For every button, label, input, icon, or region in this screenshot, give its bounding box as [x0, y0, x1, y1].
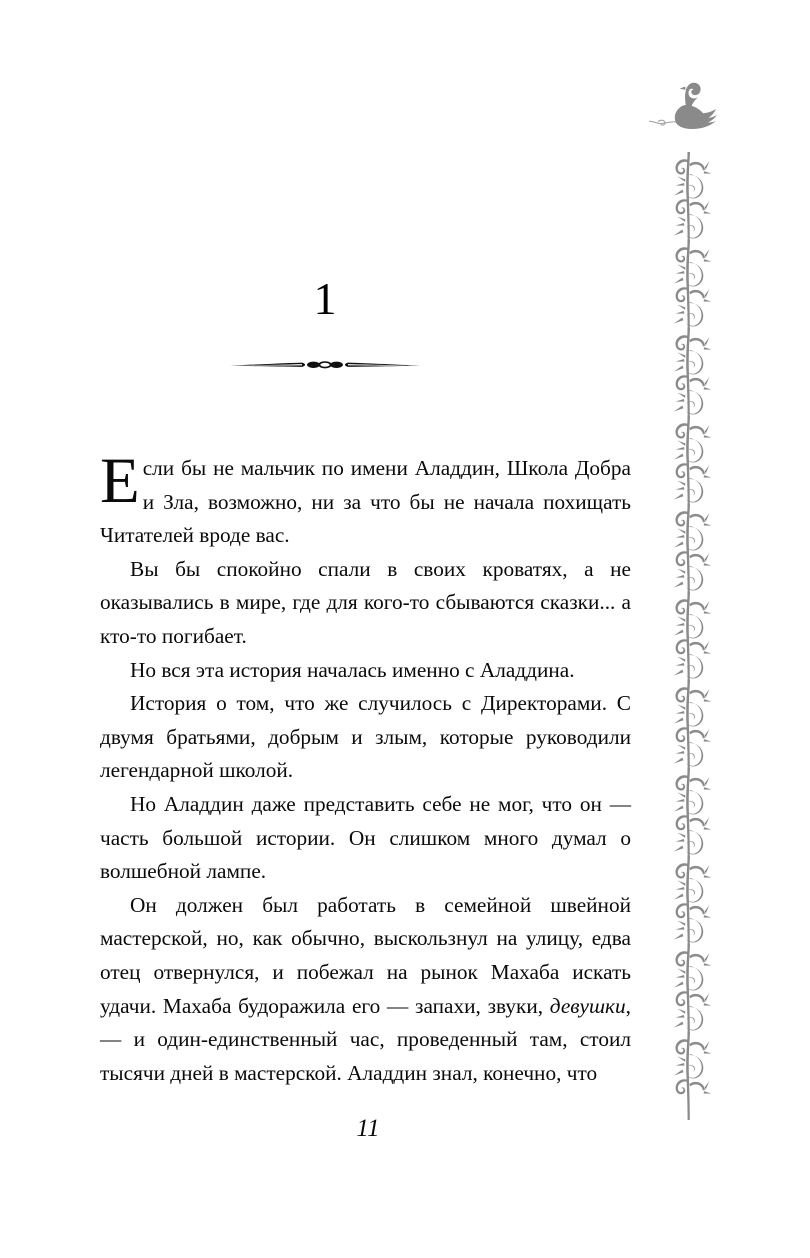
- paragraph: Но вся эта история началась именно с Аладдина.: [130, 657, 575, 682]
- paragraph: Если бы не мальчик по имени Аладдин, Школа Добра и Зла, возможно, ни за что бы не начала похищать Читателей вроде вас.: [100, 445, 631, 548]
- paragraph: Вы бы спокойно спали в своих кроватях, а не оказывались в мире, где для кого-то сбываются сказки... а кто-то погибает.: [100, 556, 631, 648]
- emphasized-word: девушки: [549, 993, 626, 1018]
- paragraph-text-after-emphasis: , — и один-единственный час, проведенный там, стоил тысячи дней в мастерской. Аладдин знал, конечно, что: [100, 993, 631, 1085]
- thorn-vine-icon: [660, 152, 716, 1120]
- paragraph: История о том, что же случилось с Директорами. С двумя братьями, добрым и злым, которые руководили легендарной школой.: [100, 691, 631, 783]
- swan-icon: [646, 76, 732, 134]
- page-number: 11: [356, 1115, 380, 1142]
- ornamental-divider-icon: [230, 356, 420, 374]
- body-text: [100, 445, 631, 1090]
- paragraph-text-before-emphasis: Он должен был работать в семейной швейной мастерской, но, как обычно, выскользнул на улицу, едва отец отвернулся, и побежал на рынок Махаба искать удачи. Махаба будоражила его — запахи, звуки,: [100, 892, 631, 1018]
- paragraph: Но Аладдин даже представить себе не мог, что он — часть большой истории. Он слишком много думал о волшебной лампе.: [100, 791, 631, 884]
- chapter-heading: [0, 273, 650, 374]
- paragraph-with-emphasis: [100, 889, 631, 1091]
- chapter-number: 1: [313, 273, 337, 324]
